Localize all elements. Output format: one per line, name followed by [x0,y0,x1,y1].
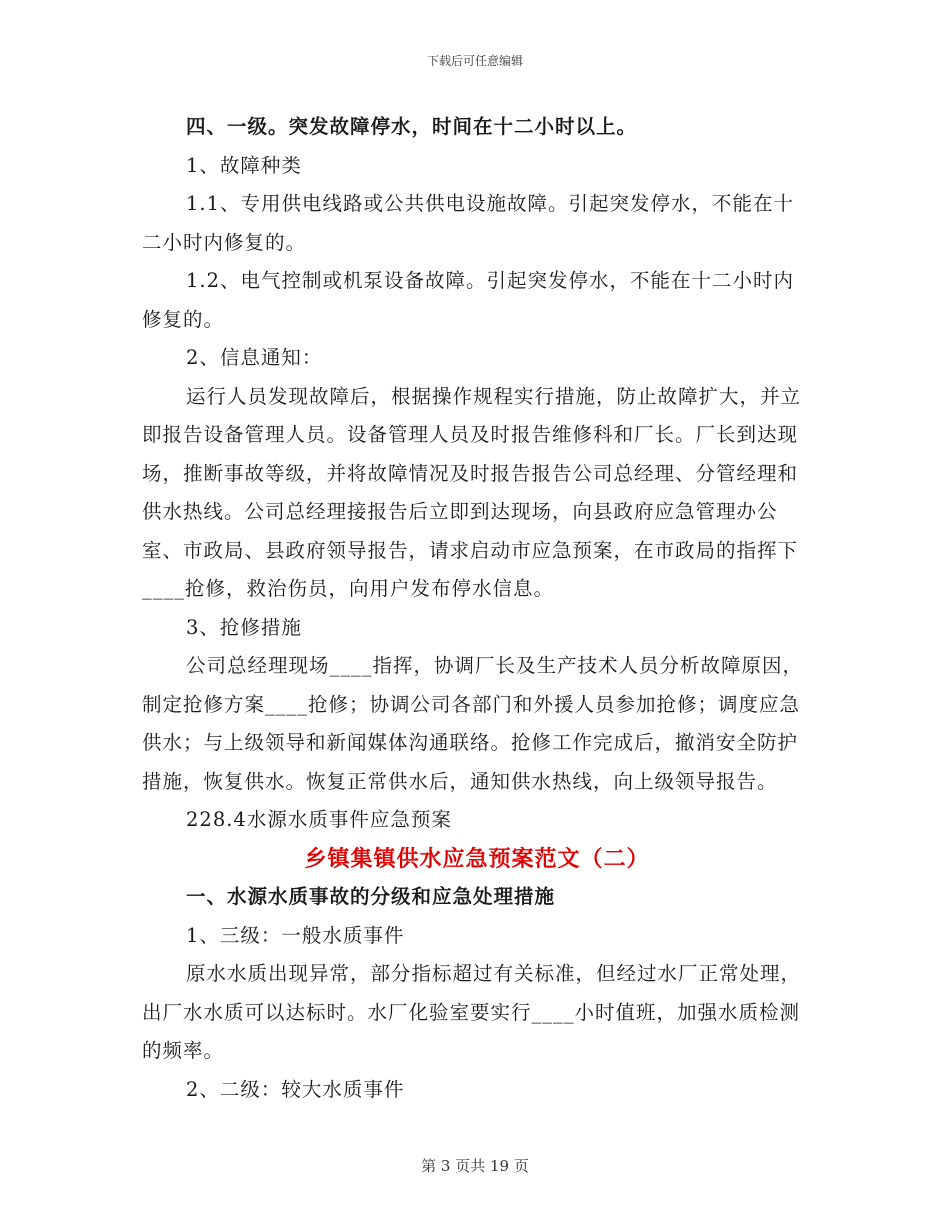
paragraph: 1.2、电气控制或机泵设备故障。引起突发停水，不能在十二小时内修复的。 [142,269,795,331]
subheading: 1、三级：一般水质事件 [186,923,405,947]
document-body [142,108,812,1109]
paragraph: 228.4水源水质事件应急预案 [186,808,452,831]
subheading: 3、抢修措施 [186,615,302,639]
page-footer: 第 3 页共 19 页 [421,1157,529,1175]
page-header: 下载后可任意编辑 [426,54,523,68]
document-title: 乡镇集镇供水应急预案范文（二） [304,845,650,872]
paragraph: 1.1、专用供电线路或公共供电设施故障。引起突发停水，不能在十二小时内修复的。 [142,192,795,254]
paragraph: 公司总经理现场____指挥，协调厂长及生产技术人员分析故障原因，制定抢修方案____抢修；协调公司各部门和外援人员参加抢修；调度应急供水；与上级领导和新闻媒体沟通联络。抢修工作完成后，撤消安全防护措施，恢复供水。恢复正常供水后，通知供水热线，向上级领导报告。 [142,654,804,793]
section-heading: 四、一级。突发故障停水，时间在十二小时以上。 [186,115,638,138]
section-heading: 一、水源水质事故的分级和应急处理措施 [186,885,556,908]
subheading: 1、故障种类 [186,153,302,177]
paragraph: 运行人员发现故障后，根据操作规程实行措施，防止故障扩大，并立即报告设备管理人员。设备管理人员及时报告维修科和厂长。厂长到达现场，推断事故等级，并将故障情况及时报告报告公司总经理、分管经理和供水热线。公司总经理接报告后立即到达现场，向县政府应急管理办公室、市政局、县政府领导报告，请求启动市应急预案，在市政局的指挥下____抢修，救治伤员，向用户发布停水信息。 [142,384,802,600]
subheading: 2、信息通知： [186,346,323,369]
subheading: 2、二级：较大水质事件 [186,1077,405,1101]
paragraph: 原水水质出现异常，部分指标超过有关标准，但经过水厂正常处理，出厂水水质可以达标时。水厂化验室要实行____小时值班，加强水质检测的频率。 [142,962,802,1062]
